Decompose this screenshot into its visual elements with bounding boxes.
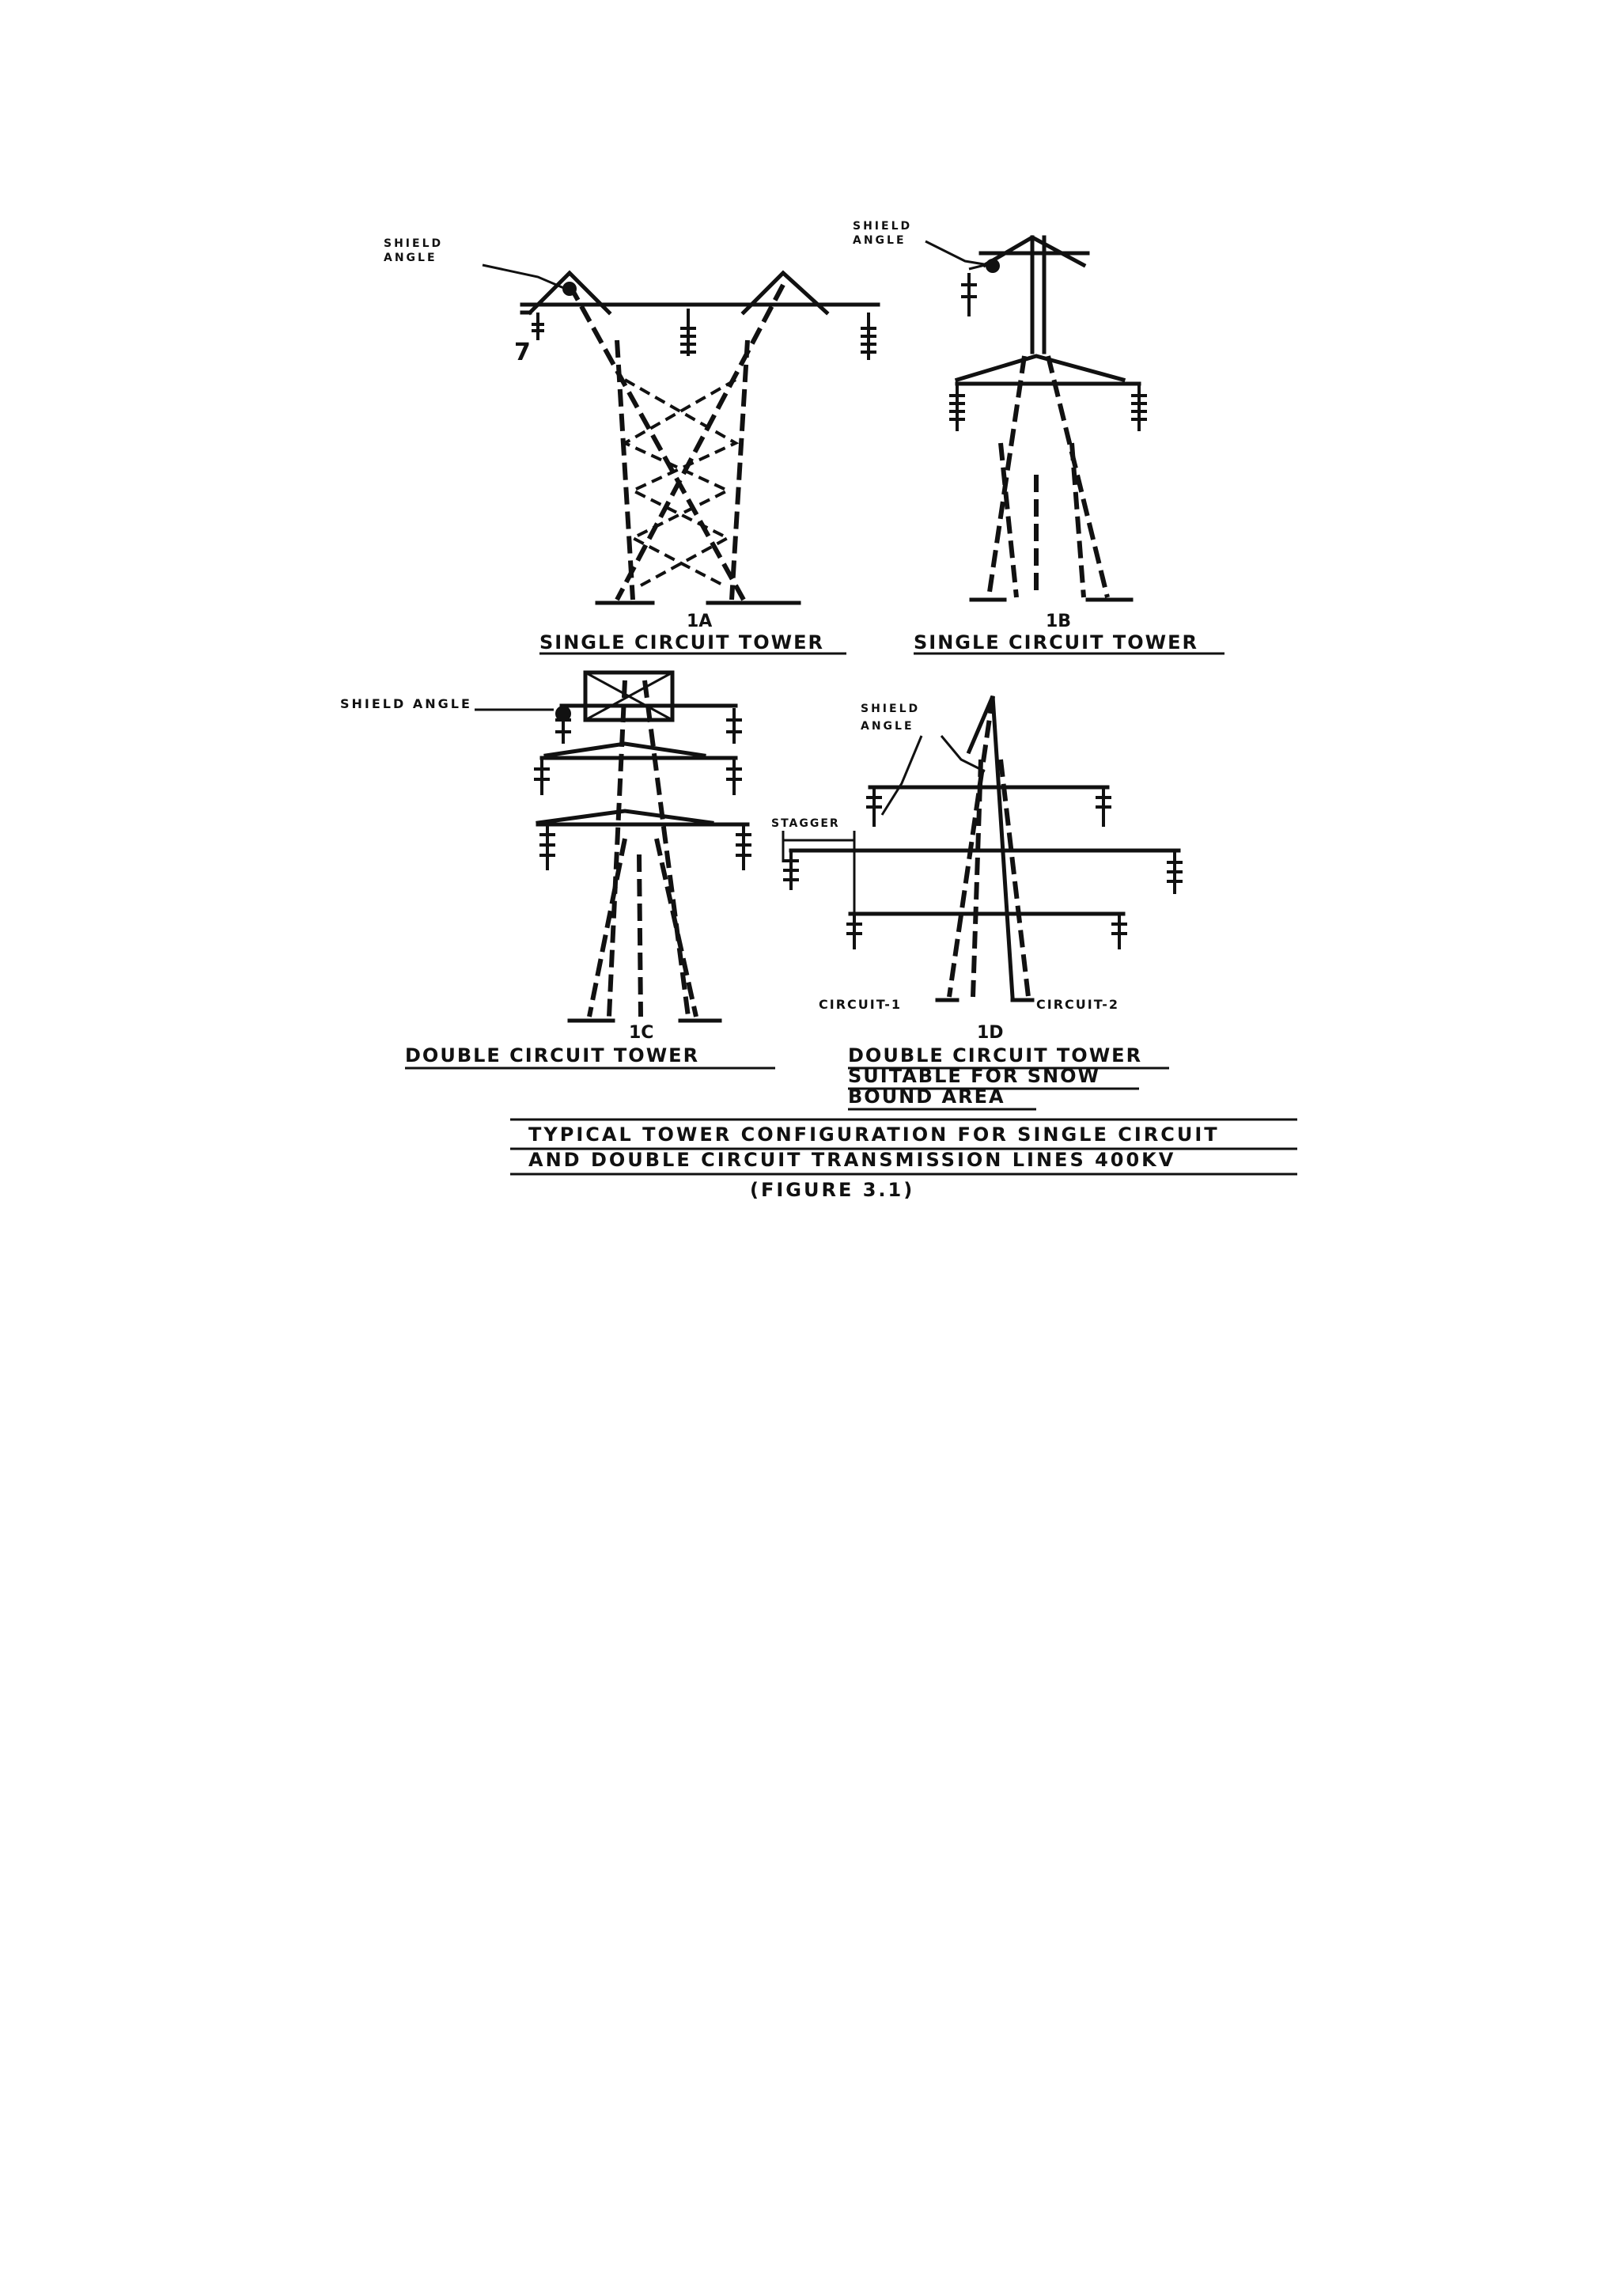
tower-1d-drawing xyxy=(783,696,1183,1000)
tower-1d-circuit-1-label: CIRCUIT-1 xyxy=(819,997,903,1012)
tower-1c-drawing xyxy=(475,673,751,1021)
tower-1b-drawing xyxy=(925,237,1147,600)
tower-1d-circuit-2-label: CIRCUIT-2 xyxy=(1036,997,1120,1012)
tower-1a-callout: SHIELD xyxy=(384,237,444,250)
tower-1b-callout-2: ANGLE xyxy=(853,234,907,247)
tower-1d-caption-line3: BOUND AREA xyxy=(848,1085,1005,1108)
main-caption-line3: (FIGURE 3.1) xyxy=(750,1179,915,1201)
tower-1b-id-label: 1B xyxy=(1046,612,1072,631)
tower-1c-caption: DOUBLE CIRCUIT TOWER xyxy=(405,1044,700,1067)
tower-1d-caption-line2: SUITABLE FOR SNOW xyxy=(848,1065,1100,1087)
tower-1d-callout: SHIELD xyxy=(861,703,921,715)
tower-1d-stagger-label: STAGGER xyxy=(771,817,840,830)
main-caption-line2: AND DOUBLE CIRCUIT TRANSMISSION LINES 400KV xyxy=(528,1149,1176,1171)
tower-1c-id-label: 1C xyxy=(629,1023,654,1043)
tower-1d-callout-2: ANGLE xyxy=(861,720,914,733)
tower-1b-caption: SINGLE CIRCUIT TOWER xyxy=(914,631,1198,654)
tower-1a-id-label: 1A xyxy=(687,612,713,631)
tower-1a-callout-2: ANGLE xyxy=(384,252,437,264)
main-caption-line1: TYPICAL TOWER CONFIGURATION FOR SINGLE CIRCUIT xyxy=(528,1123,1220,1146)
tower-1d-id-label: 1D xyxy=(977,1023,1004,1043)
tower-1b-callout: SHIELD xyxy=(853,220,913,233)
tower-1a-drawing xyxy=(483,265,878,603)
tower-1c-callout: SHIELD ANGLE xyxy=(340,696,472,711)
tower-1a-caption: SINGLE CIRCUIT TOWER xyxy=(539,631,824,654)
tower-1d-caption-line1: DOUBLE CIRCUIT TOWER xyxy=(848,1044,1143,1067)
svg-text:7: 7 xyxy=(514,339,531,366)
